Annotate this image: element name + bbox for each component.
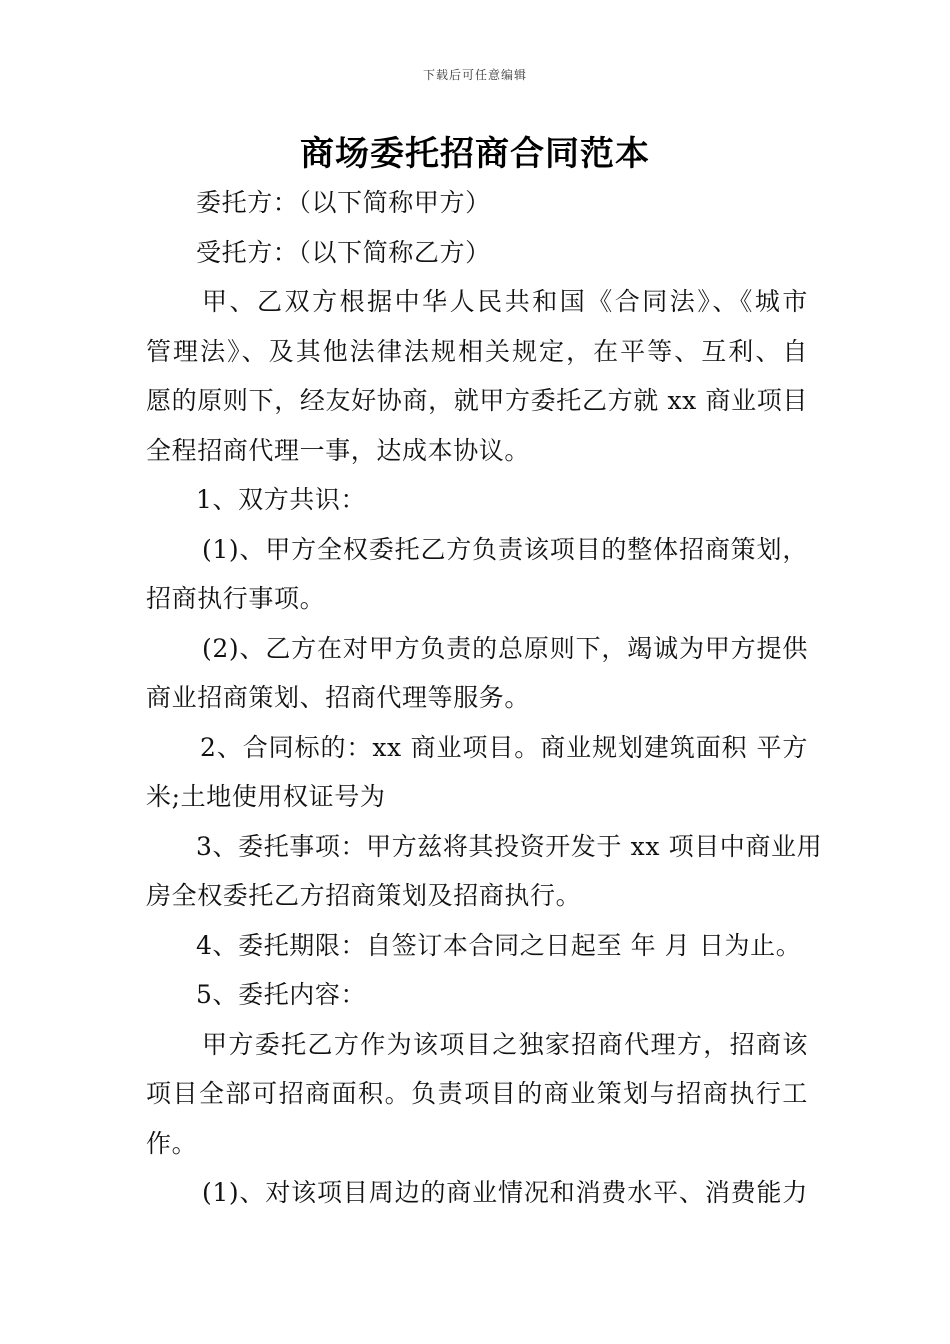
paragraph-line: 作。 bbox=[146, 1128, 198, 1158]
paragraph-line: 全程招商代理一事，达成本协议。 bbox=[146, 435, 531, 465]
paragraph-line: 愿的原则下，经友好协商，就甲方委托乙方就 xx 商业项目 bbox=[146, 386, 808, 415]
paragraph-line: 甲、乙双方根据中华人民共和国《合同法》、《城市 bbox=[202, 287, 808, 316]
paragraph-line: 招商执行事项。 bbox=[146, 584, 326, 613]
section-heading-matters: 3、委托事项：甲方兹将其投资开发于 xx 项目中商业用 bbox=[196, 831, 823, 861]
paragraph-line: 房全权委托乙方招商策划及招商执行。 bbox=[146, 881, 582, 910]
section-heading-subject: 2、合同标的：xx 商业项目。商业规划建筑面积 平方 bbox=[200, 732, 808, 762]
section-heading-content: 5、委托内容： bbox=[196, 980, 367, 1009]
header-note: 下载后可任意编辑 bbox=[422, 68, 527, 82]
paragraph-line: 项目全部可招商面积。负责项目的商业策划与招商执行工 bbox=[146, 1079, 808, 1108]
section-heading-term: 4、委托期限：自签订本合同之日起至 年 月 日为止。 bbox=[196, 930, 802, 960]
paragraph-line: 米;土地使用权证号为 bbox=[146, 782, 386, 811]
paragraph-line-delegator: 委托方：（以下简称甲方） bbox=[196, 188, 491, 217]
paragraph-line: 商业招商策划、招商代理等服务。 bbox=[146, 683, 531, 712]
paragraph-line: 甲方委托乙方作为该项目之独家招商代理方，招商该 bbox=[202, 1029, 808, 1059]
paragraph-line: (1)、对该项目周边的商业情况和消费水平、消费能力 bbox=[202, 1178, 808, 1207]
paragraph-line: (2)、乙方在对甲方负责的总原则下，竭诚为甲方提供 bbox=[202, 633, 808, 663]
paragraph-line: 管理法》、及其他法律法规相关规定，在平等、互利、自 bbox=[146, 336, 808, 366]
section-heading-consensus: 1、双方共识： bbox=[196, 485, 367, 514]
contract-body bbox=[146, 178, 823, 1218]
document-title: 商场委托招商合同范本 bbox=[300, 134, 650, 174]
paragraph-line-delegatee: 受托方：（以下简称乙方） bbox=[196, 237, 491, 267]
paragraph-line: (1)、甲方全权委托乙方负责该项目的整体招商策划， bbox=[202, 534, 808, 564]
